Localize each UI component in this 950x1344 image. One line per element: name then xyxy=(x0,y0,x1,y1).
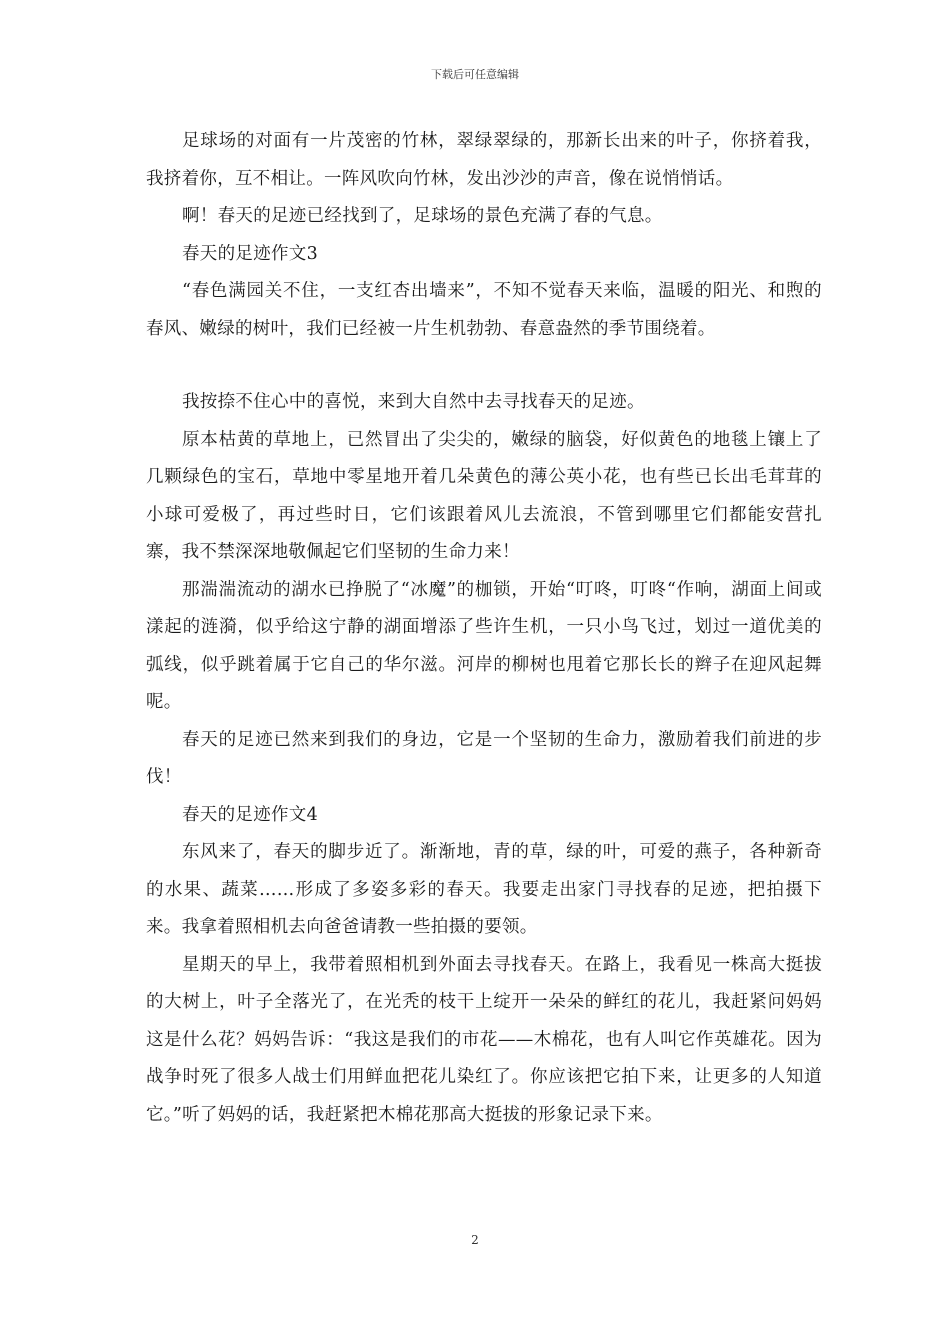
paragraph-gap xyxy=(146,348,822,384)
page-header: 下载后可任意编辑 xyxy=(431,68,519,81)
essay-title-4: 春天的足迹作文4 xyxy=(182,804,319,825)
essay-title-3: 春天的足迹作文3 xyxy=(182,243,319,264)
paragraph-spring-poem: “春色满园关不住，一支红杏出墙来”，不知不觉春天来临，温暖的阳光、和煦的春风、嫩绿的树叶，我们已经被一片生机勃勃、春意盎然的季节围绕着。 xyxy=(146,281,822,339)
page-body xyxy=(146,123,822,1134)
paragraph-spring-found: 啊！春天的足迹已经找到了，足球场的景色充满了春的气息。 xyxy=(182,206,663,226)
paragraph-joy: 我按捺不住心中的喜悦，来到大自然中去寻找春天的足迹。 xyxy=(182,392,645,412)
paragraph-bamboo: 足球场的对面有一片茂密的竹林，翠绿翠绿的，那新长出来的叶子，你挤着我，我挤着你，互不相让。一阵风吹向竹林，发出沙沙的声音，像在说悄悄话。 xyxy=(146,131,822,189)
paragraph-grass: 原本枯黄的草地上，已然冒出了尖尖的，嫩绿的脑袋，好似黄色的地毯上镶上了几颗绿色的宝石，草地中零星地开着几朵黄色的薄公英小花，也有些已长出毛茸茸的小球可爱极了，再过些时日，它们该跟着风儿去流浪，不管到哪里它们都能安营扎寨，我不禁深深地敬佩起它们坚韧的生命力来！ xyxy=(146,429,822,562)
paragraph-east-wind: 东风来了，春天的脚步近了。渐渐地，青的草，绿的叶，可爱的燕子，各种新奇的水果、蔬菜……形成了多姿多彩的春天。我要走出家门寻找春的足迹，把拍摄下来。我拿着照相机去向爸爸请教一些拍摄的要领。 xyxy=(146,842,822,937)
paragraph-kapok: 星期天的早上，我带着照相机到外面去寻找春天。在路上，我看见一株高大挺拔的大树上，叶子全落光了，在光秃的枝干上绽开一朵朵的鲜红的花儿，我赶紧问妈妈这是什么花？妈妈告诉：“我这是我们的市花——木棉花，也有人叫它作英雄花。因为战争时死了很多人战士们用鲜血把花儿染红了。你应该把它拍下来，让更多的人知道它。”听了妈妈的话，我赶紧把木棉花那高大挺拔的形象记录下来。 xyxy=(146,954,822,1125)
paragraph-spring-arrived: 春天的足迹已然来到我们的身边，它是一个坚韧的生命力，激励着我们前进的步伐！ xyxy=(146,729,822,787)
page-number: 2 xyxy=(471,1233,479,1247)
paragraph-lake: 那湍湍流动的湖水已挣脱了“冰魔”的枷锁，开始“叮咚，叮咚“作响，湖面上间或漾起的涟漪，似乎给这宁静的湖面增添了些许生机，一只小鸟飞过，划过一道优美的弧线，似乎跳着属于它自己的华尔滋。河岸的柳树也甩着它那长长的辫子在迎风起舞呢。 xyxy=(146,579,822,712)
